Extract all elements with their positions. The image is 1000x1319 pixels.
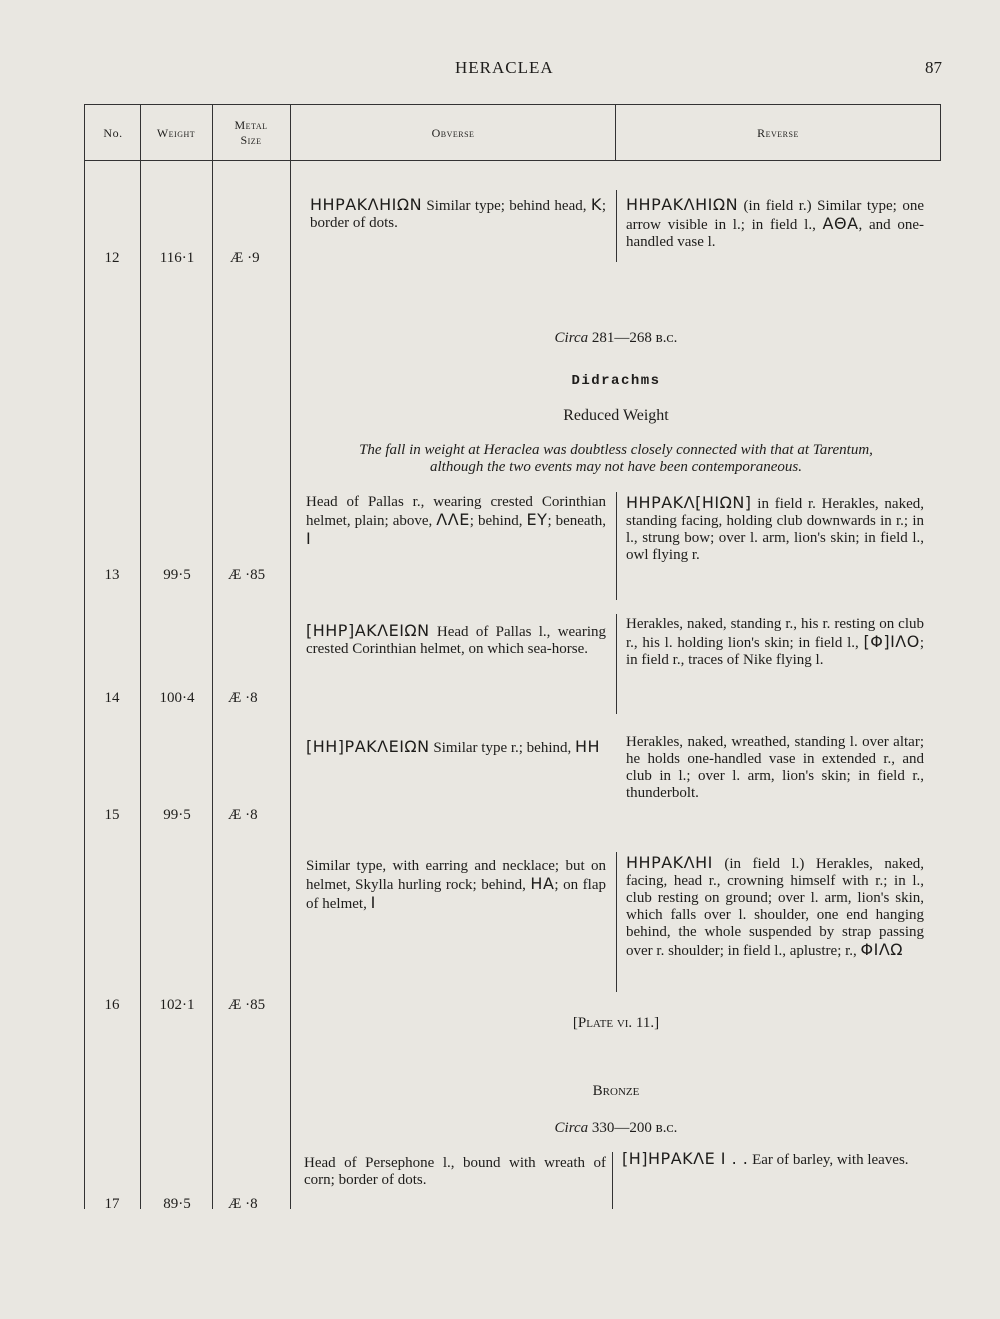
col-divider-weight [212, 104, 213, 1209]
section-note: The fall in weight at Heraclea was doubtless closely connected with that at Tarentum, although the two events may not have been contemporaneous. [359, 442, 873, 475]
col-head-weight: Weight [156, 126, 196, 140]
entry-16-weight: 102·1 [159, 997, 195, 1013]
entry-12-obverse: ΗΗΡΑΚΛΗΙΩΝ Similar type; behind head, K; border of dots. [310, 195, 606, 231]
entry-14-weight: 100·4 [159, 690, 195, 706]
entry-12-weight: 116·1 [159, 250, 195, 266]
entry-14-divider [616, 614, 617, 714]
col-divider-left [84, 104, 85, 1209]
entry-17-weight: 89·5 [163, 1196, 191, 1212]
section-reduced-weight: Reduced Weight [563, 407, 669, 424]
entry-13-reverse: ΗΗΡΑΚΛ[ΗΙΩΝ] in field r. Herakles, naked, standing facing, holding club downwards in r.; in l., strung bow; over l. arm, lion's skin; in field l., owl flying r. [626, 493, 924, 563]
col-divider-no [140, 104, 141, 1209]
col-divider-metal [290, 104, 291, 1209]
entry-12-metal: Æ ·9 [230, 250, 260, 266]
entry-15-weight: 99·5 [163, 807, 191, 823]
entry-15-metal: Æ ·8 [228, 807, 258, 823]
entry-12-divider [616, 190, 617, 262]
entry-14-metal: Æ ·8 [228, 690, 258, 706]
entry-15-reverse: Herakles, naked, wreathed, standing l. over altar; he holds one-handled vase in extended r., and club in l.; over l. arm, lion's skin; in field r., thunderbolt. [626, 734, 924, 801]
col-divider-right [940, 104, 941, 160]
entry-16-obverse: Similar type, with earring and necklace; but on helmet, Skylla hurling rock; behind, ΗΑ; on flap of helmet, Ι [306, 858, 606, 912]
entry-16-divider [616, 852, 617, 992]
entry-14-reverse: Herakles, naked, standing r., his r. resting on club r., his l. holding lion's skin; in field l., [Φ]ΙΛΟ; in field r., traces of Nike flying l. [626, 616, 924, 668]
entry-17-divider [612, 1152, 613, 1209]
section-bronze: Bronze [592, 1083, 640, 1099]
entry-16-metal: Æ ·85 [228, 997, 266, 1013]
entry-16-reverse: ΗΗΡΑΚΛΗΙ (in field l.) Herakles, naked, facing, head r., crowning himself with r.; in l., club resting on ground; over l. arm, lion's skin, which falls over l. shoulder, one end hanging behind, the whole suspended by strap passing over r. shoulder; in field l., aplustre; r., ΦΙΛΩ [626, 853, 924, 959]
entry-17-metal: Æ ·8 [228, 1196, 258, 1212]
entry-15-no: 15 [104, 807, 120, 823]
col-head-metal: Metal Size [234, 118, 268, 147]
entry-17-no: 17 [104, 1196, 120, 1212]
entry-17-reverse: [Η]ΗΡΑΚΛΕ Ι . . Ear of barley, with leaves. [622, 1149, 909, 1168]
running-head: HERACLEA [455, 58, 554, 77]
entry-17-obverse: Head of Persephone l., bound with wreath of corn; border of dots. [304, 1155, 606, 1188]
entry-14-no: 14 [104, 690, 120, 706]
col-head-obverse: Obverse [431, 126, 475, 140]
entry-15-obverse: [ΗΗ]ΡΑΚΛΕΙΩΝ Similar type r.; behind, ΗΗ [306, 737, 601, 756]
section-didrachms: Didrachms [571, 373, 661, 389]
plate-reference: [Plate vi. 11.] [572, 1015, 660, 1031]
entry-12-no: 12 [104, 250, 120, 266]
col-divider-obv-head [615, 104, 616, 160]
section-date-1: Circa 281—268 ʙ.ᴄ. [554, 330, 678, 346]
col-head-no: No. [103, 126, 123, 140]
page-number: 87 [925, 58, 942, 77]
col-head-reverse: Reverse [757, 126, 799, 140]
entry-13-obverse: Head of Pallas r., wearing crested Corinthian helmet, plain; above, ΛΛΕ; behind, ΕΥ; beneath, Ι [306, 494, 606, 548]
entry-13-divider [616, 492, 617, 600]
entry-13-no: 13 [104, 567, 120, 583]
entry-12-reverse: ΗΗΡΑΚΛΗΙΩΝ (in field r.) Similar type; one arrow visible in l.; in field l., ΑΘΑ, and one-handled vase l. [626, 195, 924, 250]
entry-13-weight: 99·5 [163, 567, 191, 583]
entry-13-metal: Æ ·85 [228, 567, 266, 583]
entry-14-obverse: [ΗΗΡ]ΑΚΛΕΙΩΝ Head of Pallas l., wearing crested Corinthian helmet, on which sea-horse. [306, 621, 606, 657]
section-date-2: Circa 330—200 ʙ.ᴄ. [554, 1120, 678, 1136]
entry-16-no: 16 [104, 997, 120, 1013]
